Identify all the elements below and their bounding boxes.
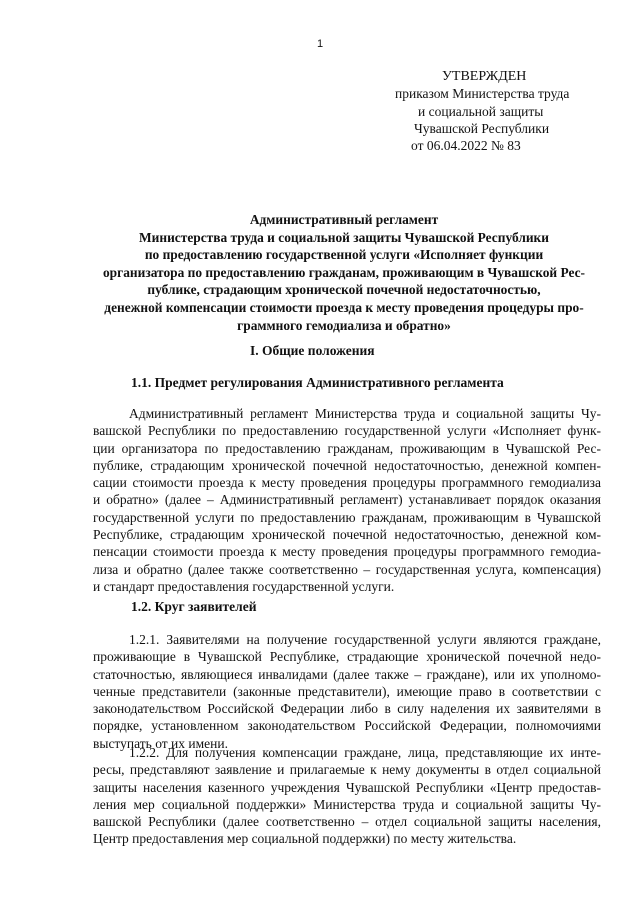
paragraph — [93, 744, 601, 848]
page-number: 1 — [316, 38, 324, 50]
paragraph-line: Центр предоставления мер социальной поддержки) по месту жительства. — [93, 831, 517, 847]
paragraph-line: вашской Республики (далее соответственно – отдел социальной защиты населения, — [93, 814, 601, 830]
title-line: публике, страдающим хронической почечной недостаточностью, — [147, 282, 541, 298]
paragraph-line: законодательством Российской Федерации либо в силу наделения их заявителями в — [93, 701, 601, 717]
paragraph-line: лиза и обратно (далее также соответственно – государственная услуга, компенсация) — [93, 561, 601, 577]
paragraph-line: порядке, установленном законодательством Российской Федерации, полномочиями — [93, 718, 601, 734]
paragraph-line: 1.2.2. Для получения компенсации граждане, лица, представляющие их инте- — [129, 745, 601, 760]
paragraph-line: государственной услуги по предоставлению гражданам, проживающим в Чувашской — [93, 509, 601, 525]
paragraph-line: выступать от их имени. — [93, 735, 228, 751]
paragraph-line: ресы, представляют заявление и прилагаемые к нему документы в отдел социальной — [93, 762, 601, 778]
paragraph-line: вашской Республики по предоставлению государственной услуги «Исполняет функ- — [93, 423, 601, 439]
document-title — [88, 211, 600, 334]
paragraph-line: статочностью, являющиеся инвалидами (далее также – граждане), или их уполномо- — [93, 666, 601, 682]
paragraph-line: пенсации стоимости проезда к месту проведения процедуры программного гемодиа- — [93, 544, 601, 560]
paragraph-line: Административный регламент Министерства труда и социальной защиты Чу- — [129, 406, 601, 421]
approval-title: УТВЕРЖДЕН — [442, 69, 527, 84]
paragraph-line: 1.2.1. Заявителями на получение государственной услуги являются граждане, — [129, 632, 601, 647]
paragraph-line: ции организатора по предоставлению гражданам, проживающим в Чувашской Рес- — [93, 440, 601, 456]
paragraph-line: сации стоимости проезда к месту проведения процедуры программного гемодиализа — [93, 475, 601, 491]
subsection-heading: 1.2. Круг заявителей — [131, 599, 257, 614]
paragraph-line: ченные представители (законные представители), имеющие право в соответствии с — [93, 683, 601, 699]
approval-line: и социальной защиты — [418, 103, 544, 119]
paragraph — [93, 631, 601, 752]
paragraph-line: ления мер социальной поддержки» Министерства труда и социальной защиты Чу- — [93, 796, 601, 812]
paragraph-line: публике, страдающим хронической почечной недостаточностью, денежной компен- — [93, 457, 601, 473]
title-line: по предоставлению государственной услуги «Исполняет функции — [144, 247, 544, 263]
approval-line: Чувашской Республики — [414, 120, 550, 136]
title-line: денежной компенсации стоимости проезда к месту проведения процедуры про- — [104, 299, 584, 315]
approval-line: от 06.04.2022 № 83 — [411, 138, 521, 154]
subsection-heading: 1.1. Предмет регулирования Административного регламента — [131, 375, 504, 390]
paragraph-line: и обратно» (далее – Административный регламент) устанавливает порядок оказания — [93, 492, 601, 508]
paragraph-line: Республике, страдающим хронической почечной недостаточностью, денежной ком- — [93, 527, 601, 543]
approval-block — [395, 68, 605, 154]
title-line: Министерства труда и социальной защиты Чувашской Республики — [139, 229, 549, 245]
paragraph-line: защиты населения казенного учреждения Чувашской Республики «Центр предостав- — [93, 779, 601, 795]
paragraph — [93, 405, 601, 595]
approval-line: приказом Министерства труда — [395, 86, 570, 102]
paragraph-line: проживающие в Чувашской Республике, страдающие хронической почечной недо- — [93, 649, 601, 665]
title-line: организатора по предоставлению гражданам, проживающим в Чувашской Рес- — [102, 264, 586, 280]
title-line: граммного гемодиализа и обратно» — [237, 317, 451, 333]
paragraph-line: и стандарт предоставления государственной услуги. — [93, 578, 395, 594]
section-heading: I. Общие положения — [250, 343, 375, 358]
title-line: Административный регламент — [249, 212, 439, 227]
